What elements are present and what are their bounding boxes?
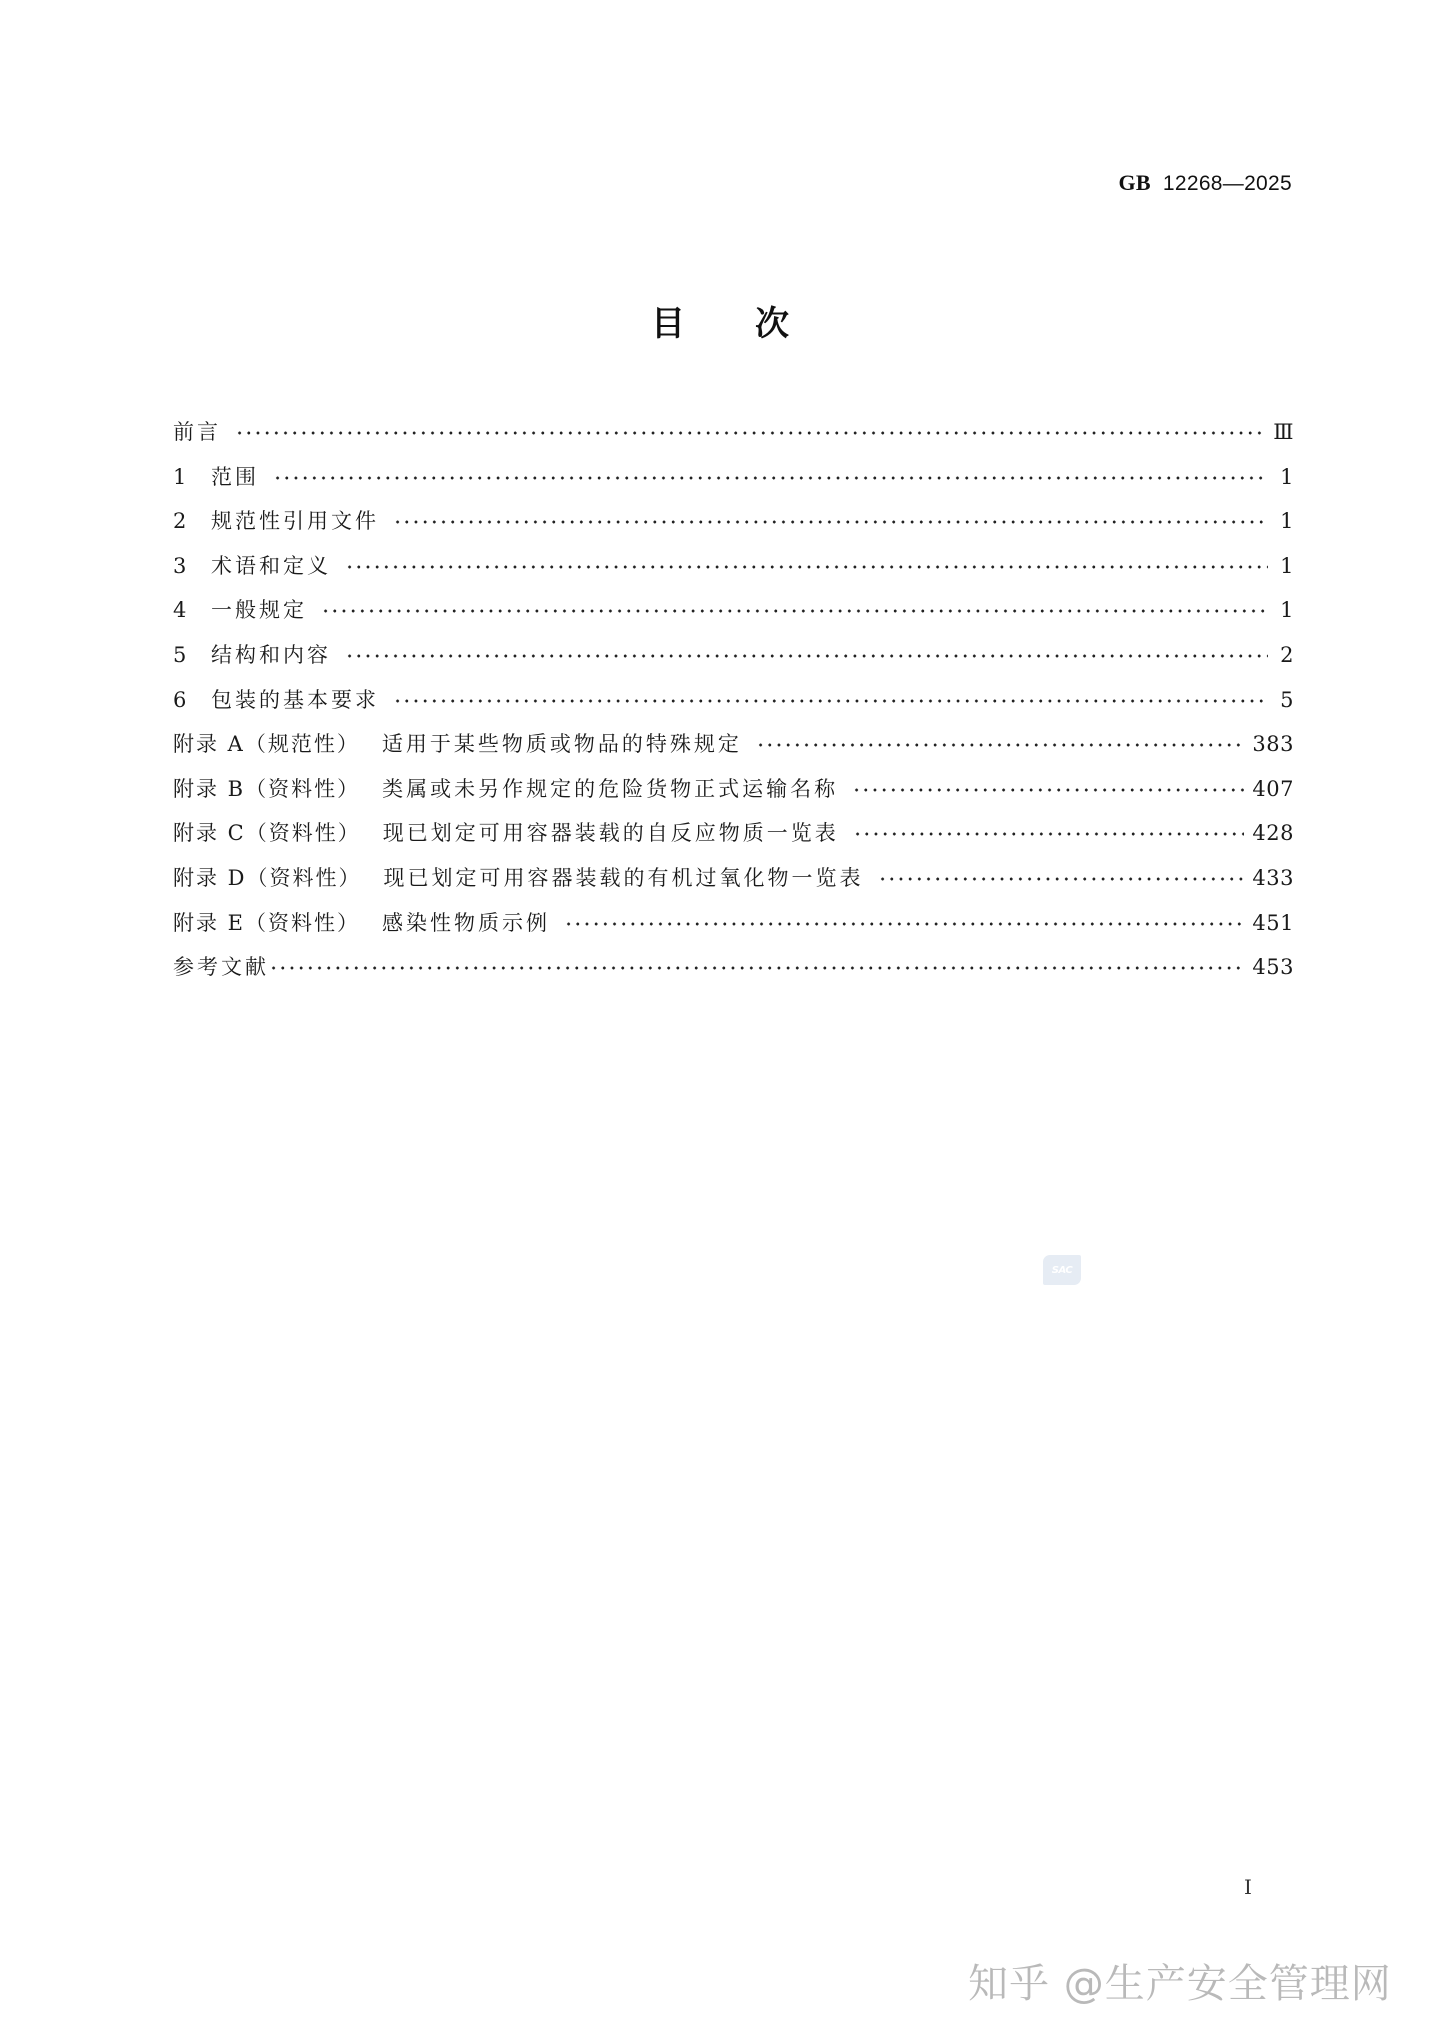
toc-entry-page: 1 [1280, 553, 1294, 578]
toc-entry-label: 规范性引用文件 [211, 509, 379, 534]
toc-entry-page: 1 [1280, 598, 1294, 623]
toc-entry-foreword[interactable] [173, 414, 1294, 459]
dot-leader [345, 557, 1268, 577]
sac-logo-text: SAC [1051, 1264, 1073, 1276]
toc-entry-label: 前言 [173, 420, 221, 444]
standard-prefix: GB [1118, 170, 1151, 195]
toc-entry-4[interactable] [173, 592, 1294, 637]
page-title: 目次 [651, 304, 859, 344]
toc-entry-page: 428 [1252, 821, 1294, 846]
toc-entry-5[interactable] [173, 637, 1294, 682]
toc-entry-page: 2 [1280, 642, 1294, 667]
toc-entry-number: 2 [173, 509, 187, 534]
sac-logo-icon [1043, 1255, 1081, 1285]
toc-entry-number: 5 [173, 642, 187, 667]
toc-entry-annex-c[interactable] [173, 815, 1294, 860]
dot-leader [878, 869, 1245, 889]
toc-entry-page: 407 [1252, 776, 1294, 801]
dot-leader [269, 958, 1244, 978]
toc-entry-page: 1 [1280, 464, 1294, 489]
toc-annex-prefix: 附录 A（规范性） [173, 732, 360, 757]
toc-entry-label: 类属或未另作规定的危险货物正式运输名称 [382, 776, 839, 801]
dot-leader [853, 824, 1245, 844]
toc-annex-prefix: 附录 E（资料性） [173, 910, 361, 935]
dot-leader [345, 646, 1268, 666]
toc-entry-3[interactable] [173, 548, 1294, 593]
toc-entry-label: 参考文献 [173, 955, 269, 980]
toc-annex-prefix: 附录 C（资料性） [173, 821, 361, 846]
toc-entry-page: Ⅲ [1273, 420, 1294, 444]
dot-leader [321, 601, 1268, 621]
toc-entry-annex-d[interactable] [173, 860, 1294, 905]
toc-annex-prefix: 附录 D（资料性） [173, 865, 362, 890]
standard-number: 12268—2025 [1162, 172, 1292, 195]
toc-entry-label: 术语和定义 [211, 553, 331, 578]
toc-entry-2[interactable] [173, 503, 1294, 548]
toc-entry-page: 433 [1252, 865, 1294, 890]
toc-entry-number: 6 [173, 687, 187, 712]
toc-entry-number: 3 [173, 553, 187, 578]
toc-entry-label: 感染性物质示例 [382, 910, 551, 935]
toc-entry-label: 结构和内容 [211, 642, 331, 667]
toc-entry-label: 包装的基本要求 [211, 687, 379, 712]
toc-entry-annex-e[interactable] [173, 905, 1294, 950]
toc-entry-label: 一般规定 [211, 598, 307, 623]
toc-entry-annex-b[interactable] [173, 771, 1294, 816]
toc-entry-1[interactable] [173, 459, 1294, 504]
toc-entry-number: 4 [173, 598, 187, 623]
toc-entry-page: 451 [1252, 910, 1294, 935]
toc-entry-page: 5 [1280, 687, 1294, 712]
dot-leader [273, 468, 1268, 488]
dot-leader [564, 914, 1244, 934]
dot-leader [235, 423, 1265, 443]
dot-leader [393, 691, 1268, 711]
toc-entry-number: 1 [173, 464, 187, 489]
toc-entry-label: 现已划定可用容器装载的有机过氧化物一览表 [383, 865, 864, 890]
toc-annex-prefix: 附录 B（资料性） [173, 776, 361, 801]
dot-leader [393, 512, 1268, 532]
toc-entry-page: 1 [1280, 509, 1294, 534]
toc-entry-label: 范围 [211, 464, 259, 489]
toc-entry-annex-a[interactable] [173, 726, 1294, 771]
source-watermark: 知乎 @生产安全管理网 [968, 1961, 1392, 2007]
toc-entry-label: 现已划定可用容器装载的自反应物质一览表 [382, 821, 839, 846]
toc-entry-6[interactable] [173, 682, 1294, 727]
toc-entry-bibliography[interactable] [173, 949, 1294, 994]
toc-entry-label: 适用于某些物质或物品的特殊规定 [381, 732, 742, 757]
dot-leader [852, 780, 1244, 800]
standard-code [1118, 170, 1292, 196]
toc-entry-page: 453 [1252, 955, 1294, 980]
dot-leader [756, 735, 1245, 755]
toc-entry-page: 383 [1252, 732, 1294, 757]
table-of-contents [173, 414, 1294, 994]
page-folio: I [1244, 1875, 1252, 1899]
